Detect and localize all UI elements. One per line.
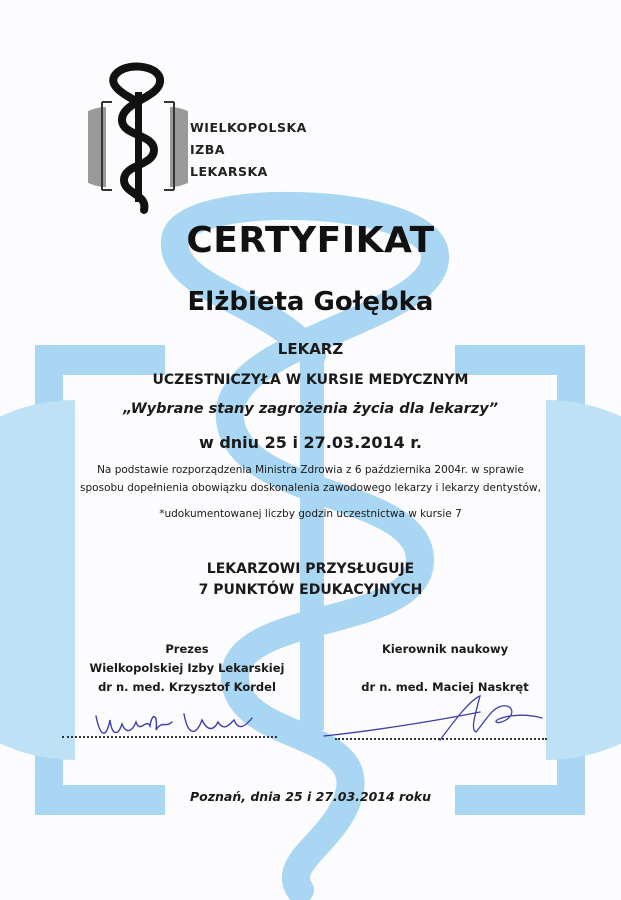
- course-title: „Wybrane stany zagrożenia życia dla lekarzy”: [122, 401, 499, 417]
- signatory-name: dr n. med. Maciej Naskręt: [361, 680, 529, 694]
- legal-basis-line: Na podstawie rozporządzenia Ministra Zdrowia z 6 października 2004r. w sprawie: [97, 464, 524, 476]
- logo-line: IZBA: [190, 142, 225, 157]
- award-points: 7 PUNKTÓW EDUKACYJNYCH: [198, 582, 423, 598]
- handwritten-signature-right: [320, 690, 550, 750]
- award-line: LEKARZOWI PRZYSŁUGUJE: [206, 561, 415, 577]
- logo-wordmark: [190, 117, 307, 183]
- participation-statement: UCZESTNICZYŁA W KURSIE MEDYCZNYM: [152, 372, 469, 388]
- recipient-name: Elżbieta Gołębka: [187, 287, 434, 317]
- signatory-role: Prezes: [165, 642, 209, 656]
- hours-footnote: *udokumentowanej liczby godzin uczestnictwa w kursie 7: [159, 508, 462, 520]
- signatory-name: dr n. med. Krzysztof Kordel: [98, 680, 276, 694]
- place-and-date: Poznań, dnia 25 i 27.03.2014 roku: [189, 789, 432, 804]
- signatory-left: [62, 640, 312, 697]
- certificate-title: CERTYFIKAT: [186, 220, 435, 261]
- legal-basis-line: sposobu dopełnienia obowiązku doskonalenia zawodowego lekarzy i lekarzy dentystów,: [80, 482, 541, 494]
- signatory-organization: Wielkopolskiej Izby Lekarskiej: [89, 661, 285, 675]
- signature-line-left: [62, 736, 277, 738]
- signature-line-right: [335, 738, 547, 740]
- rod-of-asclepius-logo-icon: [88, 62, 188, 217]
- profession: LEKARZ: [277, 340, 344, 358]
- signatory-right: [320, 640, 570, 697]
- logo-line: WIELKOPOLSKA: [190, 120, 307, 135]
- logo-line: LEKARSKA: [190, 164, 268, 179]
- course-dates: w dniu 25 i 27.03.2014 r.: [198, 433, 422, 452]
- signatory-spacer: [320, 659, 570, 678]
- handwritten-signature-left: [92, 706, 262, 746]
- signatory-role: Kierownik naukowy: [381, 642, 509, 656]
